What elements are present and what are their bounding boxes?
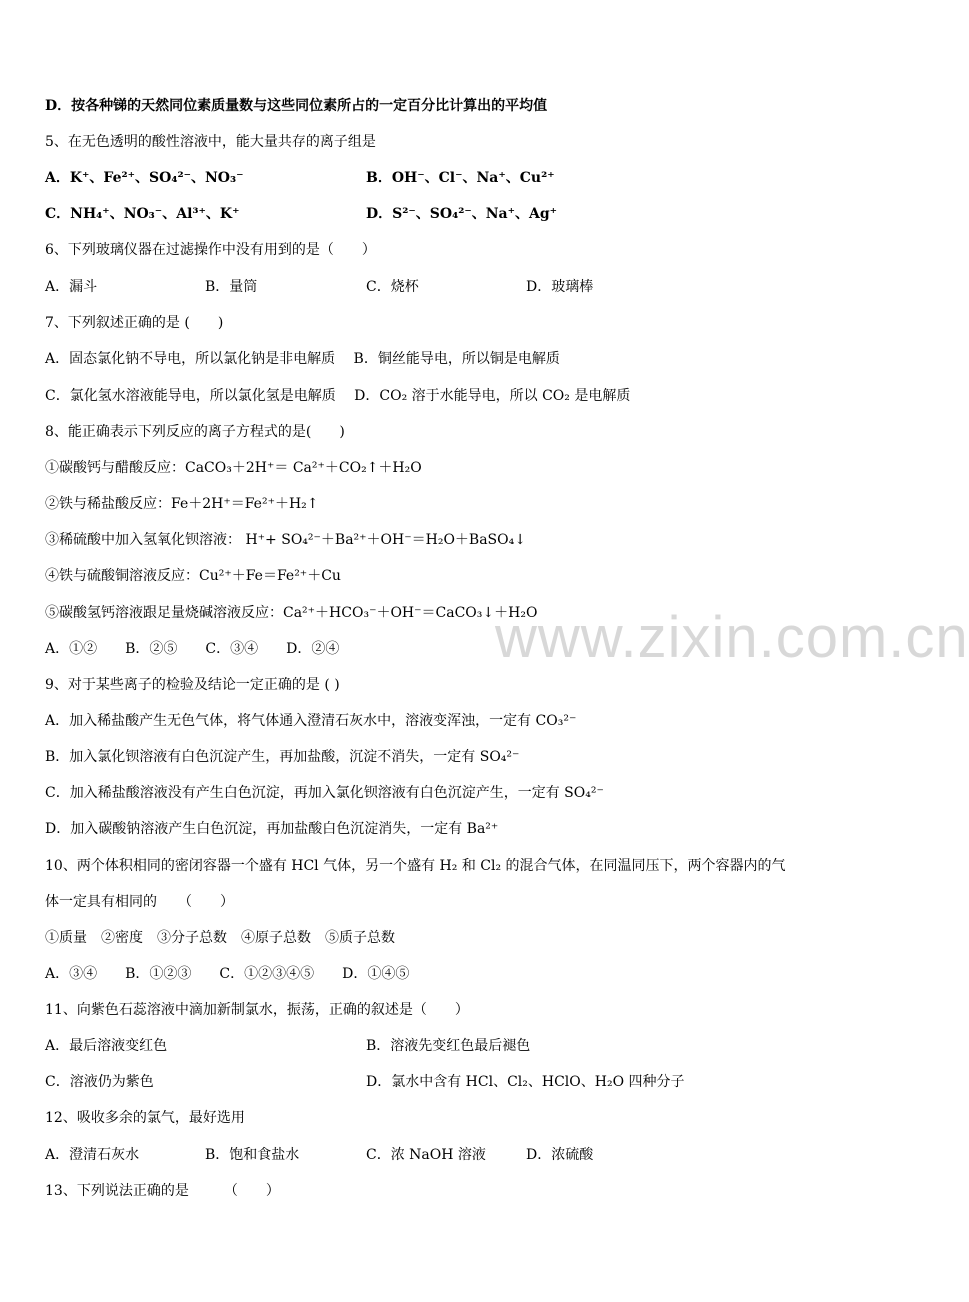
q8-stem: 8、能正确表示下列反应的离子方程式的是( ) xyxy=(45,424,345,440)
q12-option-a: A．澄清石灰水 xyxy=(45,1147,140,1163)
q6-option-b: B．量筒 xyxy=(205,279,258,295)
q8-item-2: ②铁与稀盐酸反应：Fe＋2H⁺＝Fe²⁺＋H₂↑ xyxy=(45,496,319,512)
q7-options-ab: A．固态氯化钠不导电，所以氯化钠是非电解质 B．铜丝能导电，所以铜是电解质 xyxy=(45,351,560,367)
q11-option-d: D．氯水中含有 HCl、Cl₂、HClO、H₂O 四种分子 xyxy=(366,1074,685,1090)
q4-option-d: D．按各种锑的天然同位素质量数与这些同位素所占的一定百分比计算出的平均值 xyxy=(45,98,548,114)
q8-item-5: ⑤碳酸氢钙溶液跟足量烧碱溶液反应：Ca²⁺＋HCO₃⁻＋OH⁻＝CaCO₃↓＋H₂O xyxy=(45,605,538,621)
q8-item-4: ④铁与硫酸铜溶液反应：Cu²⁺＋Fe＝Fe²⁺＋Cu xyxy=(45,568,341,584)
q8-options: A．①② B．②⑤ C．③④ D．②④ xyxy=(45,641,340,657)
q9-stem: 9、对于某些离子的检验及结论一定正确的是 ( ) xyxy=(45,677,340,693)
q5-option-c: C．NH₄⁺、NO₃⁻、Al³⁺、K⁺ xyxy=(45,206,240,222)
q6-option-c: C．烧杯 xyxy=(366,279,419,295)
q11-stem: 11、向紫色石蕊溶液中滴加新制氯水，振荡，正确的叙述是（ ） xyxy=(45,1002,469,1018)
q7-stem: 7、下列叙述正确的是 ( ) xyxy=(45,315,224,331)
q10-stem-line2: 体一定具有相同的 （ ） xyxy=(45,894,234,910)
q7-options-cd: C．氯化氢水溶液能导电，所以氯化氢是电解质 D．CO₂ 溶于水能导电，所以 CO₂ 是电解质 xyxy=(45,388,631,404)
q5-option-a: A．K⁺、Fe²⁺、SO₄²⁻、NO₃⁻ xyxy=(45,170,244,186)
q5-option-d: D．S²⁻、SO₄²⁻、Na⁺、Ag⁺ xyxy=(366,206,558,222)
q12-option-d: D．浓硫酸 xyxy=(526,1147,594,1163)
q12-option-c: C．浓 NaOH 溶液 xyxy=(366,1147,486,1163)
q10-options: A．③④ B．①②③ C．①②③④⑤ D．①④⑤ xyxy=(45,966,410,982)
q12-stem: 12、吸收多余的氯气，最好选用 xyxy=(45,1110,245,1126)
q12-option-b: B．饱和食盐水 xyxy=(205,1147,300,1163)
q11-option-a: A．最后溶液变红色 xyxy=(45,1038,168,1054)
q9-option-b: B．加入氯化钡溶液有白色沉淀产生，再加盐酸，沉淀不消失，一定有 SO₄²⁻ xyxy=(45,749,520,765)
q5-stem: 5、在无色透明的酸性溶液中，能大量共存的离子组是 xyxy=(45,134,376,150)
q10-stem-line1: 10、两个体积相同的密闭容器一个盛有 HCl 气体，另一个盛有 H₂ 和 Cl₂ 的混合气体，在同温同压下，两个容器内的气 xyxy=(45,858,786,874)
q10-items: ①质量 ②密度 ③分子总数 ④原子总数 ⑤质子总数 xyxy=(45,930,395,946)
q13-stem: 13、下列说法正确的是 （ ） xyxy=(45,1183,280,1199)
q11-option-b: B．溶液先变红色最后褪色 xyxy=(366,1038,531,1054)
q9-option-c: C．加入稀盐酸溶液没有产生白色沉淀，再加入氯化钡溶液有白色沉淀产生，一定有 SO₄²⁻ xyxy=(45,785,604,801)
q8-item-3: ③稀硫酸中加入氢氧化钡溶液： H⁺+ SO₄²⁻＋Ba²⁺＋OH⁻＝H₂O＋BaSO₄↓ xyxy=(45,532,526,548)
q6-option-a: A．漏斗 xyxy=(45,279,98,295)
q11-option-c: C．溶液仍为紫色 xyxy=(45,1074,154,1090)
q9-option-a: A．加入稀盐酸产生无色气体，将气体通入澄清石灰水中，溶液变浑浊，一定有 CO₃²⁻ xyxy=(45,713,577,729)
q6-option-d: D．玻璃棒 xyxy=(526,279,594,295)
q5-option-b: B．OH⁻、Cl⁻、Na⁺、Cu²⁺ xyxy=(366,170,555,186)
q9-option-d: D．加入碳酸钠溶液产生白色沉淀，再加盐酸白色沉淀消失，一定有 Ba²⁺ xyxy=(45,821,499,837)
q6-stem: 6、下列玻璃仪器在过滤操作中没有用到的是（ ） xyxy=(45,242,376,258)
watermark: www.zixin.com.cn xyxy=(495,605,969,670)
q8-item-1: ①碳酸钙与醋酸反应：CaCO₃＋2H⁺＝ Ca²⁺＋CO₂↑＋H₂O xyxy=(45,460,422,476)
